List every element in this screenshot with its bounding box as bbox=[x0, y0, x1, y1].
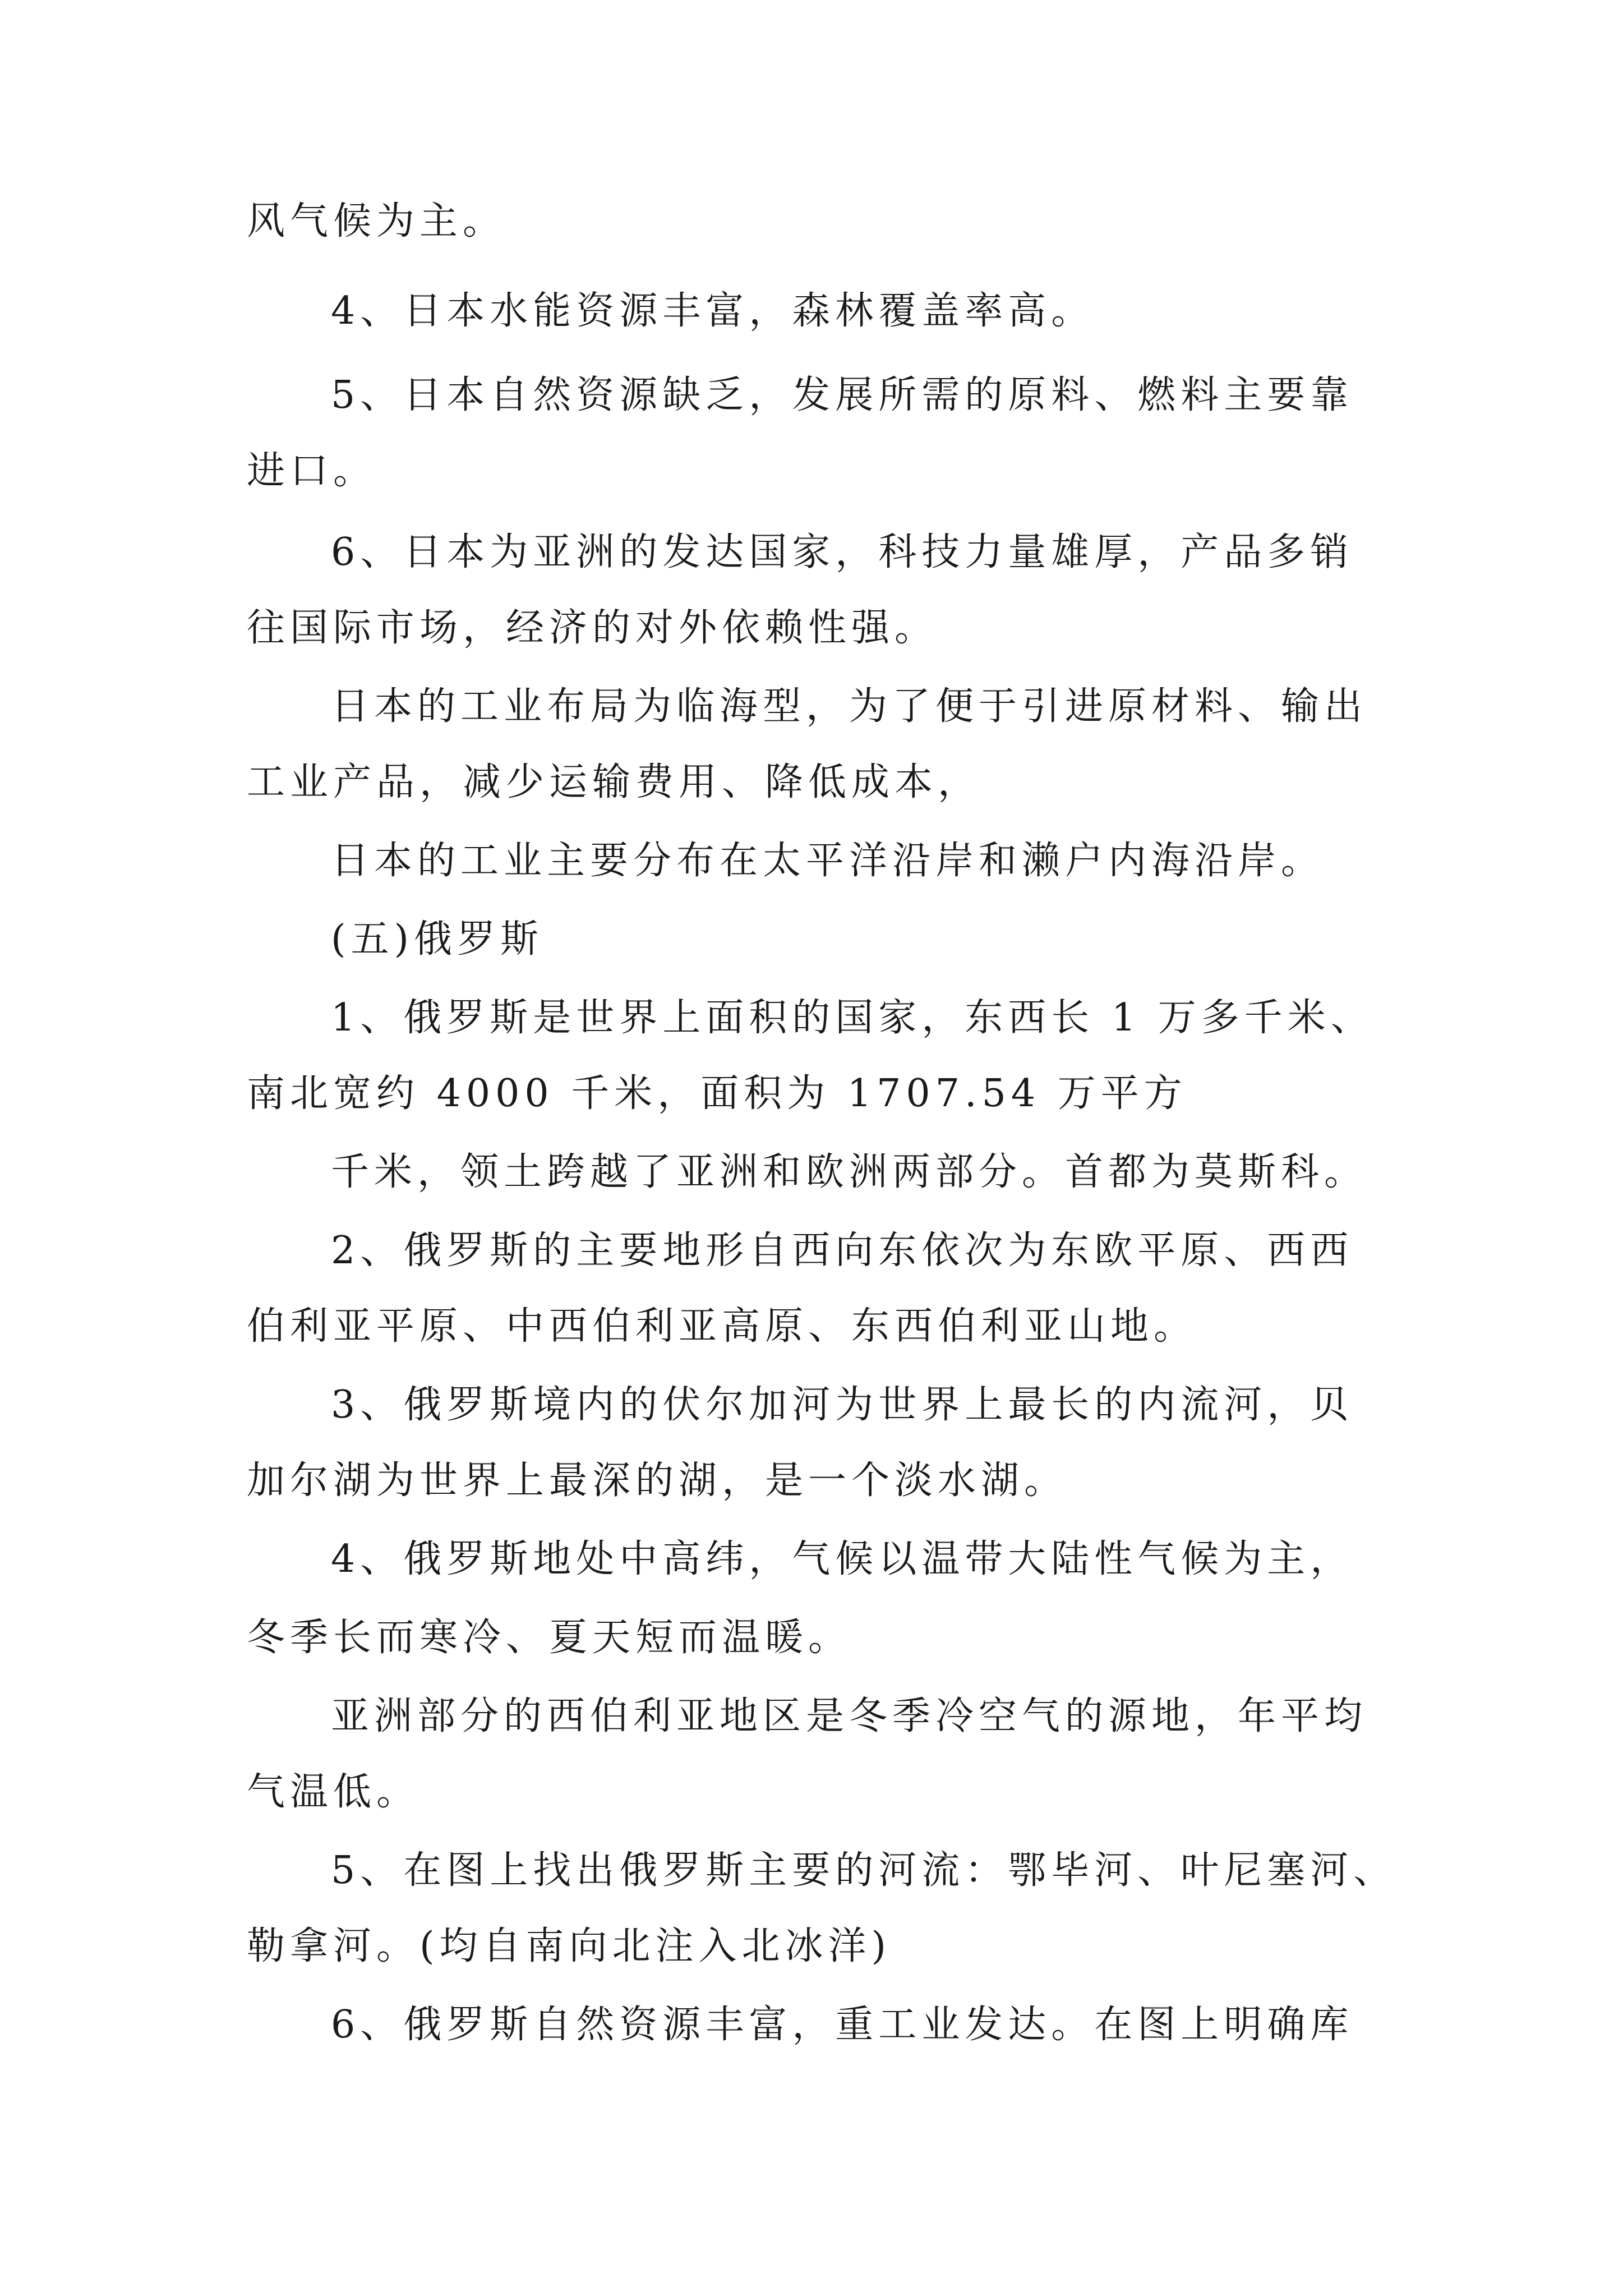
text-line: 往国际市场，经济的对外依赖性强。 bbox=[247, 606, 938, 650]
text-line: 4、俄罗斯地处中高纬，气候以温带大陆性气候为主， bbox=[331, 1537, 1354, 1581]
text-line: 千米，领土跨越了亚洲和欧洲两部分。首都为莫斯科。 bbox=[331, 1150, 1368, 1194]
text-line: 3、俄罗斯境内的伏尔加河为世界上最长的内流河，贝 bbox=[331, 1383, 1354, 1427]
text-line: 5、在图上找出俄罗斯主要的河流：鄂毕河、叶尼塞河、 bbox=[331, 1848, 1397, 1893]
text-line: 冬季长而寒冷、夏天短而温暖。 bbox=[247, 1616, 852, 1660]
text-line: 进口。 bbox=[247, 449, 377, 493]
text-line: 勒拿河。(均自南向北注入北冰洋) bbox=[247, 1924, 892, 1968]
section-heading: (五)俄罗斯 bbox=[331, 917, 544, 961]
text-line: 南北宽约 4000 千米，面积为 1707.54 万平方 bbox=[247, 1071, 1187, 1116]
text-line: 6、俄罗斯自然资源丰富，重工业发达。在图上明确库 bbox=[331, 2003, 1354, 2047]
text-line: 4、日本水能资源丰富，森林覆盖率高。 bbox=[331, 289, 1095, 333]
text-line: 2、俄罗斯的主要地形自西向东依次为东欧平原、西西 bbox=[331, 1228, 1354, 1273]
text-line: 1、俄罗斯是世界上面积的国家，东西长 1 万多千米、 bbox=[331, 996, 1374, 1040]
text-line: 工业产品，减少运输费用、降低成本， bbox=[247, 760, 981, 804]
text-line: 6、日本为亚洲的发达国家，科技力量雄厚，产品多销 bbox=[331, 530, 1354, 574]
text-line: 亚洲部分的西伯利亚地区是冬季冷空气的源地，年平均 bbox=[331, 1694, 1368, 1738]
text-line: 加尔湖为世界上最深的湖，是一个淡水湖。 bbox=[247, 1458, 1068, 1503]
text-line: 气温低。 bbox=[247, 1770, 420, 1814]
text-line: 日本的工业布局为临海型，为了便于引进原材料、输出 bbox=[331, 684, 1368, 729]
text-line: 5、日本自然资源缺乏，发展所需的原料、燃料主要靠 bbox=[331, 373, 1354, 417]
text-line: 伯利亚平原、中西伯利亚高原、东西伯利亚山地。 bbox=[247, 1304, 1197, 1349]
text-line: 日本的工业主要分布在太平洋沿岸和濑户内海沿岸。 bbox=[331, 839, 1325, 883]
text-line: 风气候为主。 bbox=[247, 199, 506, 243]
